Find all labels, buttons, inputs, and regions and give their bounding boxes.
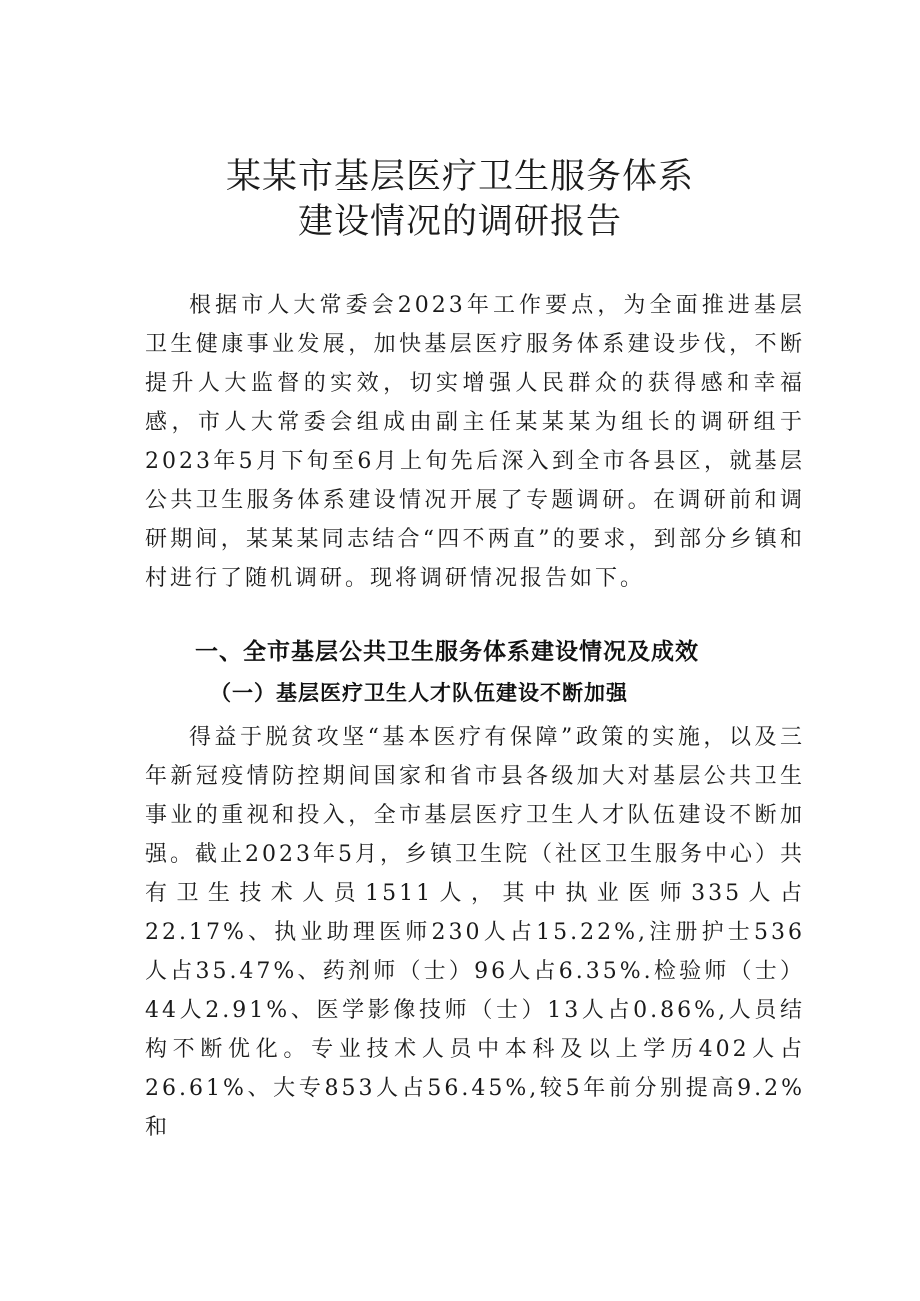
subsection-paragraph: 得益于脱贫攻坚“基本医疗有保障”政策的实施，以及三年新冠疫情防控期间国家和省市县各级加大对基层公共卫生事业的重视和投入，全市基层医疗卫生人才队伍建设不断加强。截止2023年5月，乡镇卫生院（社区卫生服务中心）共有卫生技术人员1511人，其中执业医师335人占22.17%、执业助理医师230人占15.22%,注册护士536人占35.47%、药剂师（士）96人占6.35%.检验师（士）44人2.91%、医学影像技师（士）13人占0.86%,人员结构不断优化。专业技术人员中本科及以上学历402人占26.61%、大专853人占56.45%,较5年前分别提高9.2%和 <box>145 725 805 1140</box>
report-title-line-1: 某某市基层医疗卫生服务体系 <box>225 157 694 197</box>
report-title-line-2: 建设情况的调研报告 <box>297 202 622 242</box>
intro-paragraph: 根据市人大常委会2023年工作要点，为全面推进基层卫生健康事业发展，加快基层医疗服务体系建设步伐，不断提升人大监督的实效，切实增强人民群众的获得感和幸福感，市人大常委会组成由副主任某某某为组长的调研组于2023年5月下旬至6月上旬先后深入到全市各县区，就基层公共卫生服务体系建设情况开展了专题调研。在调研前和调研期间，某某某同志结合“四不两直”的要求，到部分乡镇和村进行了随机调研。现将调研情况报告如下。 <box>145 293 805 591</box>
subsection-heading: （一）基层医疗卫生人才队伍建设不断加强 <box>210 681 628 705</box>
section-heading: 一、全市基层公共卫生服务体系建设情况及成效 <box>195 639 699 665</box>
